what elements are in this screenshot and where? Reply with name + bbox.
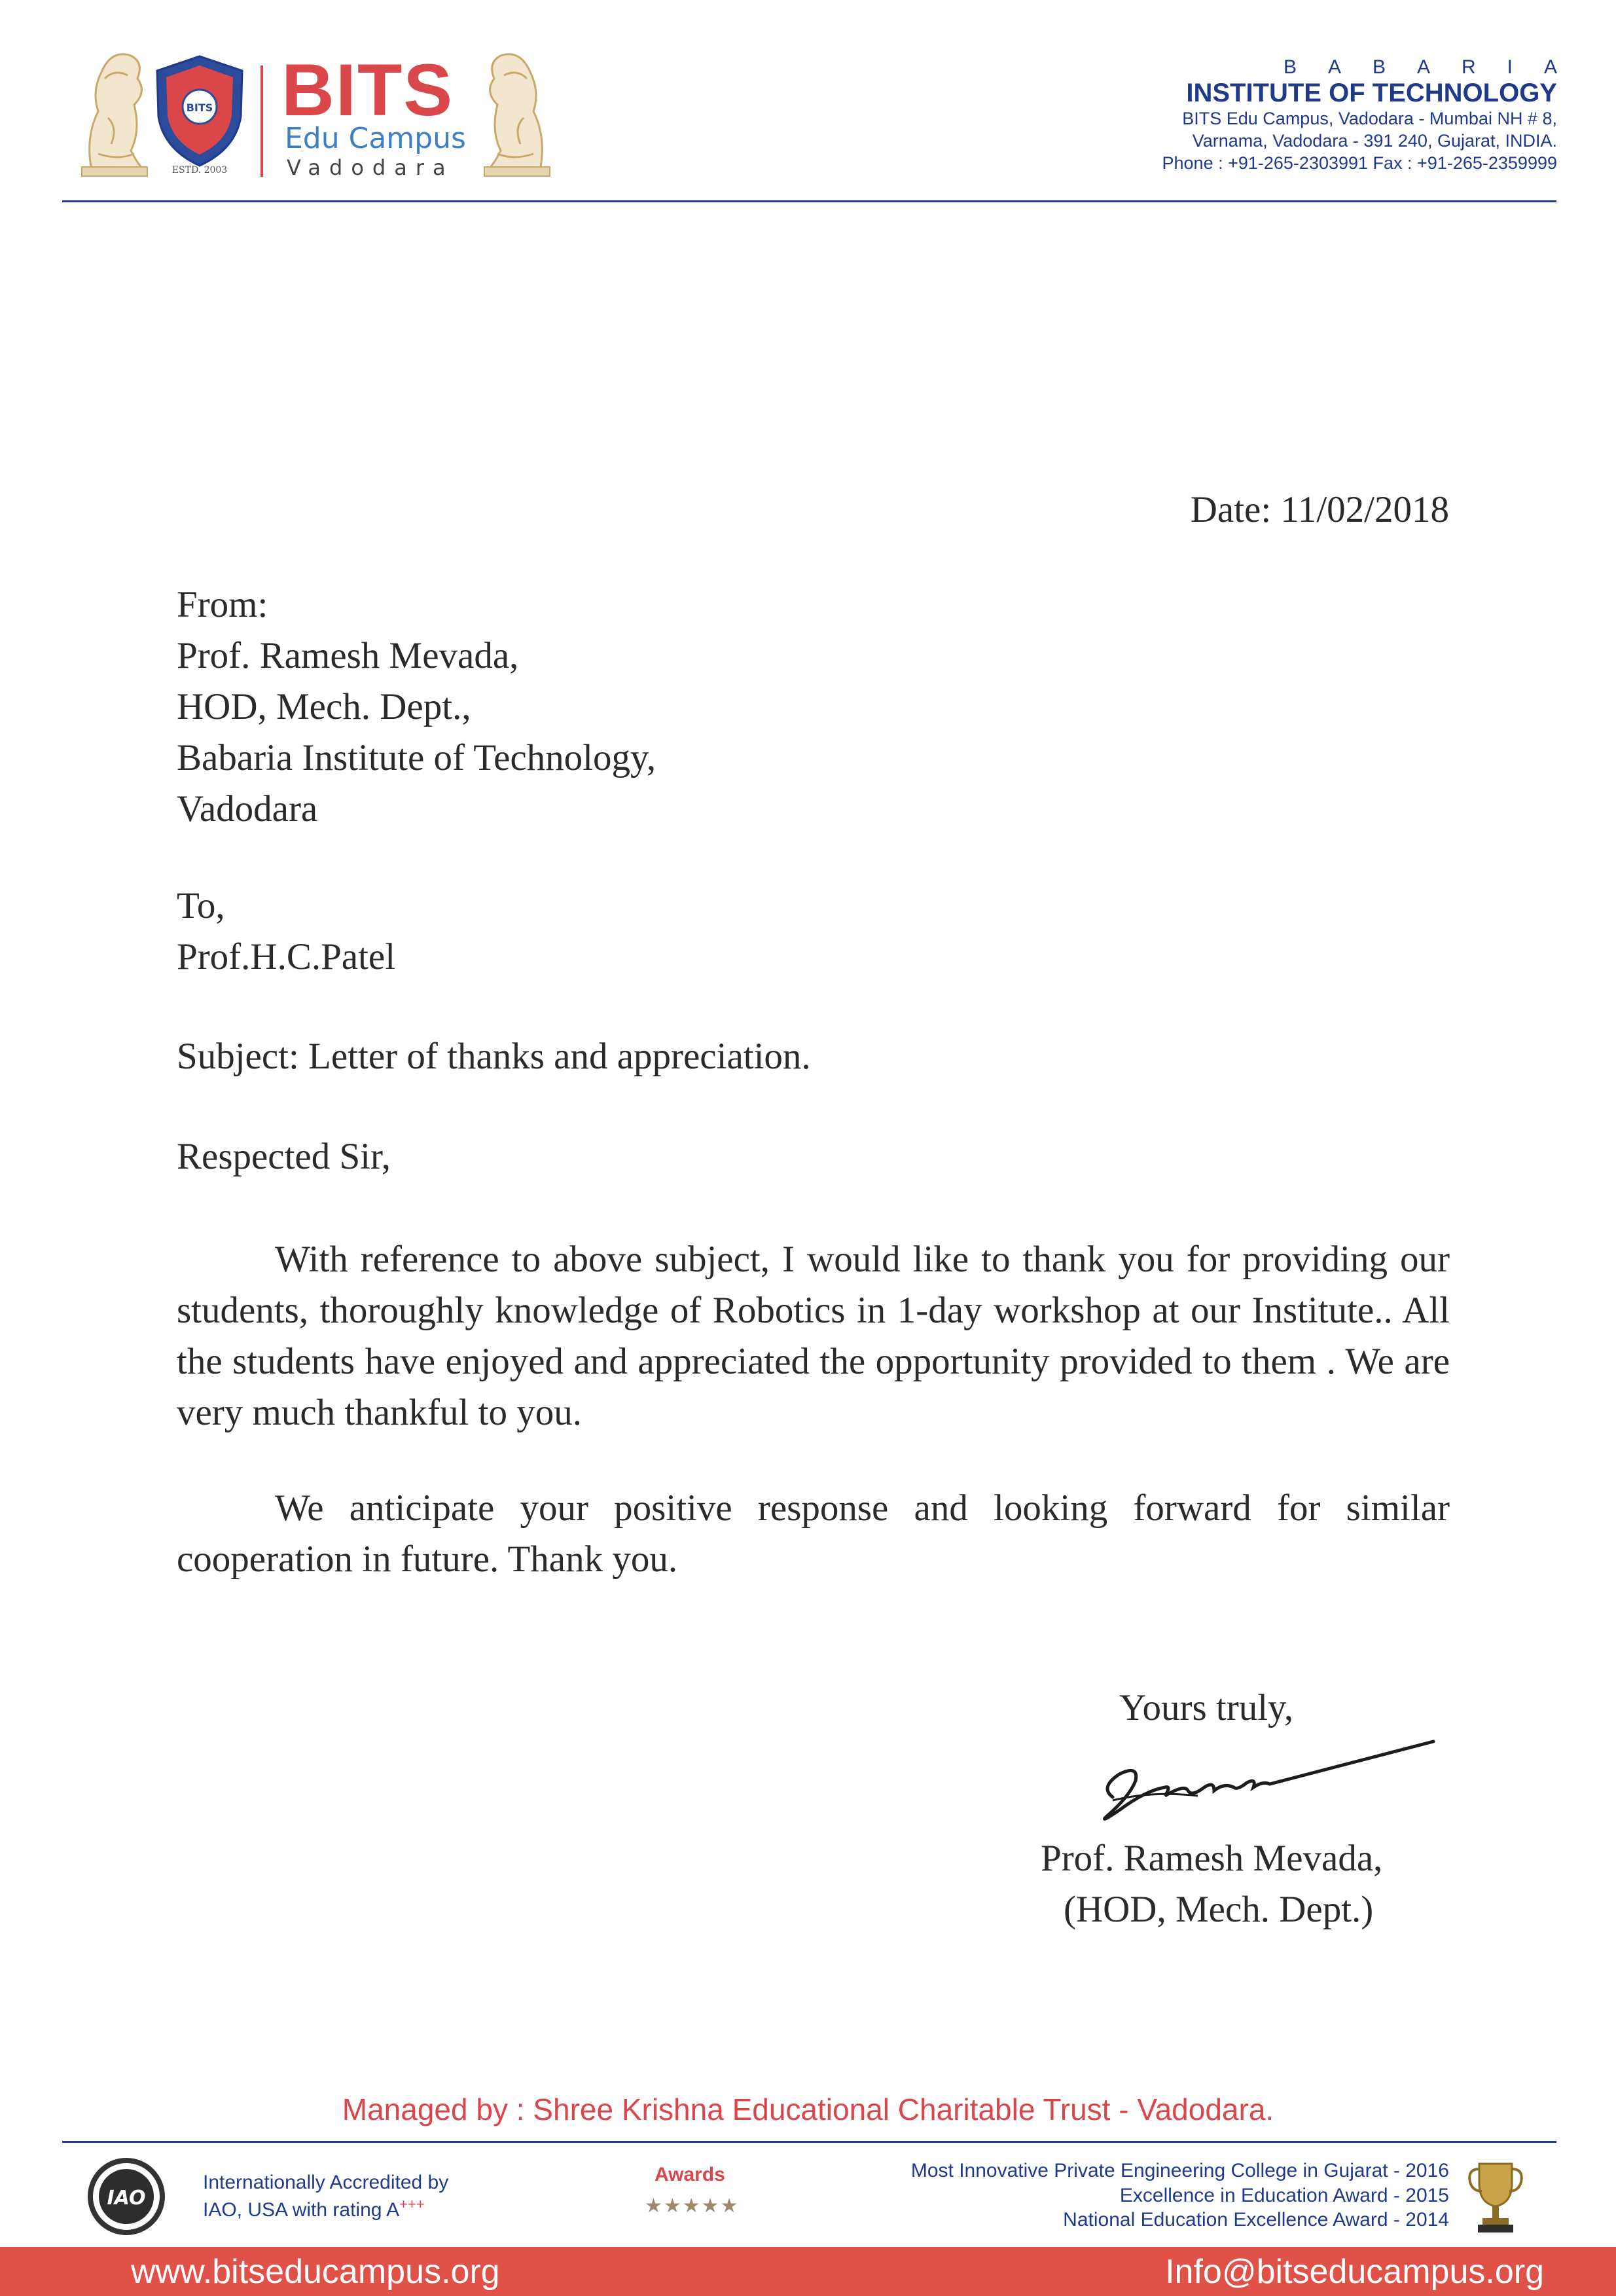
award-item: Most Innovative Private Engineering College in Gujarat - 2016	[910, 2160, 1449, 2181]
awards-label: Awards	[655, 2164, 725, 2185]
award-item: National Education Excellence Award - 2014	[1063, 2209, 1449, 2231]
letter-date: Date: 11/02/2018	[1190, 489, 1449, 530]
to-label: To,	[177, 885, 225, 926]
awards-list	[911, 2159, 1449, 2232]
institute-address-block	[1162, 56, 1589, 174]
address-line-1: BITS Edu Campus, Vadodara - Mumbai NH # 8,	[1182, 109, 1557, 128]
iao-badge-text: IAO	[107, 2187, 146, 2210]
to-block	[177, 881, 395, 983]
managed-by-line: Managed by : Shree Krishna Educational Charitable Trust - Vadodara.	[342, 2092, 1274, 2126]
institute-name: INSTITUTE OF TECHNOLOGY	[1186, 79, 1557, 107]
accreditation-text	[203, 2170, 448, 2222]
estd-text: ESTD. 2003	[171, 165, 228, 175]
phone-fax-line: Phone : +91-265-2303991 Fax : +91-265-2359999	[1162, 153, 1557, 173]
accreditation-rating: IAO, USA with rating A	[203, 2198, 400, 2221]
body-paragraph: We anticipate your positive response and looking forward for similar cooperation in future. Thank you.	[177, 1487, 1450, 1580]
handwritten-signature	[1073, 1725, 1440, 1843]
from-line: Prof. Ramesh Mevada,	[177, 635, 519, 676]
body-paragraph: With reference to above subject, I would like to thank you for providing our students, thoroughly knowledge of Robotics in 1-day workshop at our Institute.. All the students have enjoyed and appreciated the opportunity provided to them . We are very much thankful to you.	[177, 1239, 1450, 1433]
signatory-dept: (HOD, Mech. Dept.)	[1064, 1889, 1374, 1930]
rating-superscript: +++	[399, 2195, 425, 2212]
institute-name-top: BABARIA	[1283, 56, 1589, 78]
accreditation-line: Internationally Accredited by	[203, 2172, 449, 2193]
from-block	[177, 579, 656, 835]
brand-bits-wordmark: BITS	[281, 49, 454, 131]
lion-statue-right-icon	[478, 39, 560, 180]
institute-logo	[72, 39, 478, 190]
from-line: HOD, Mech. Dept.,	[177, 686, 471, 727]
address-line-2: Varnama, Vadodara - 391 240, Gujarat, INDIA.	[1192, 130, 1557, 151]
subject-line: Subject: Letter of thanks and appreciation.	[177, 1036, 811, 1077]
from-label: From:	[177, 584, 268, 625]
seal-text: BITS	[186, 101, 213, 114]
from-line: Vadodara	[177, 788, 318, 829]
brand-divider	[260, 65, 263, 177]
brand-edu-campus: Edu Campus	[285, 122, 466, 155]
from-line: Babaria Institute of Technology,	[177, 737, 656, 778]
brand-city: Vadodara	[287, 155, 454, 180]
trophy-icon	[1466, 2157, 1525, 2236]
website-link[interactable]: www.bitseducampus.org	[131, 2253, 500, 2291]
recipient-name: Prof.H.C.Patel	[177, 936, 396, 977]
header-divider	[62, 200, 1556, 202]
iao-badge-icon	[87, 2157, 166, 2236]
salutation: Respected Sir,	[177, 1136, 391, 1177]
award-item: Excellence in Education Award - 2015	[1119, 2184, 1449, 2206]
signatory-name: Prof. Ramesh Mevada,	[1041, 1838, 1383, 1879]
email-link[interactable]: Info@bitseducampus.org	[1165, 2253, 1544, 2291]
star-rating-icon: ★★★★★	[645, 2195, 740, 2217]
accreditation-line	[203, 2195, 448, 2223]
footer-divider	[62, 2141, 1556, 2143]
closing: Yours truly,	[1119, 1687, 1294, 1728]
lion-statue-left-icon	[72, 39, 154, 180]
bits-seal-icon	[151, 51, 249, 175]
